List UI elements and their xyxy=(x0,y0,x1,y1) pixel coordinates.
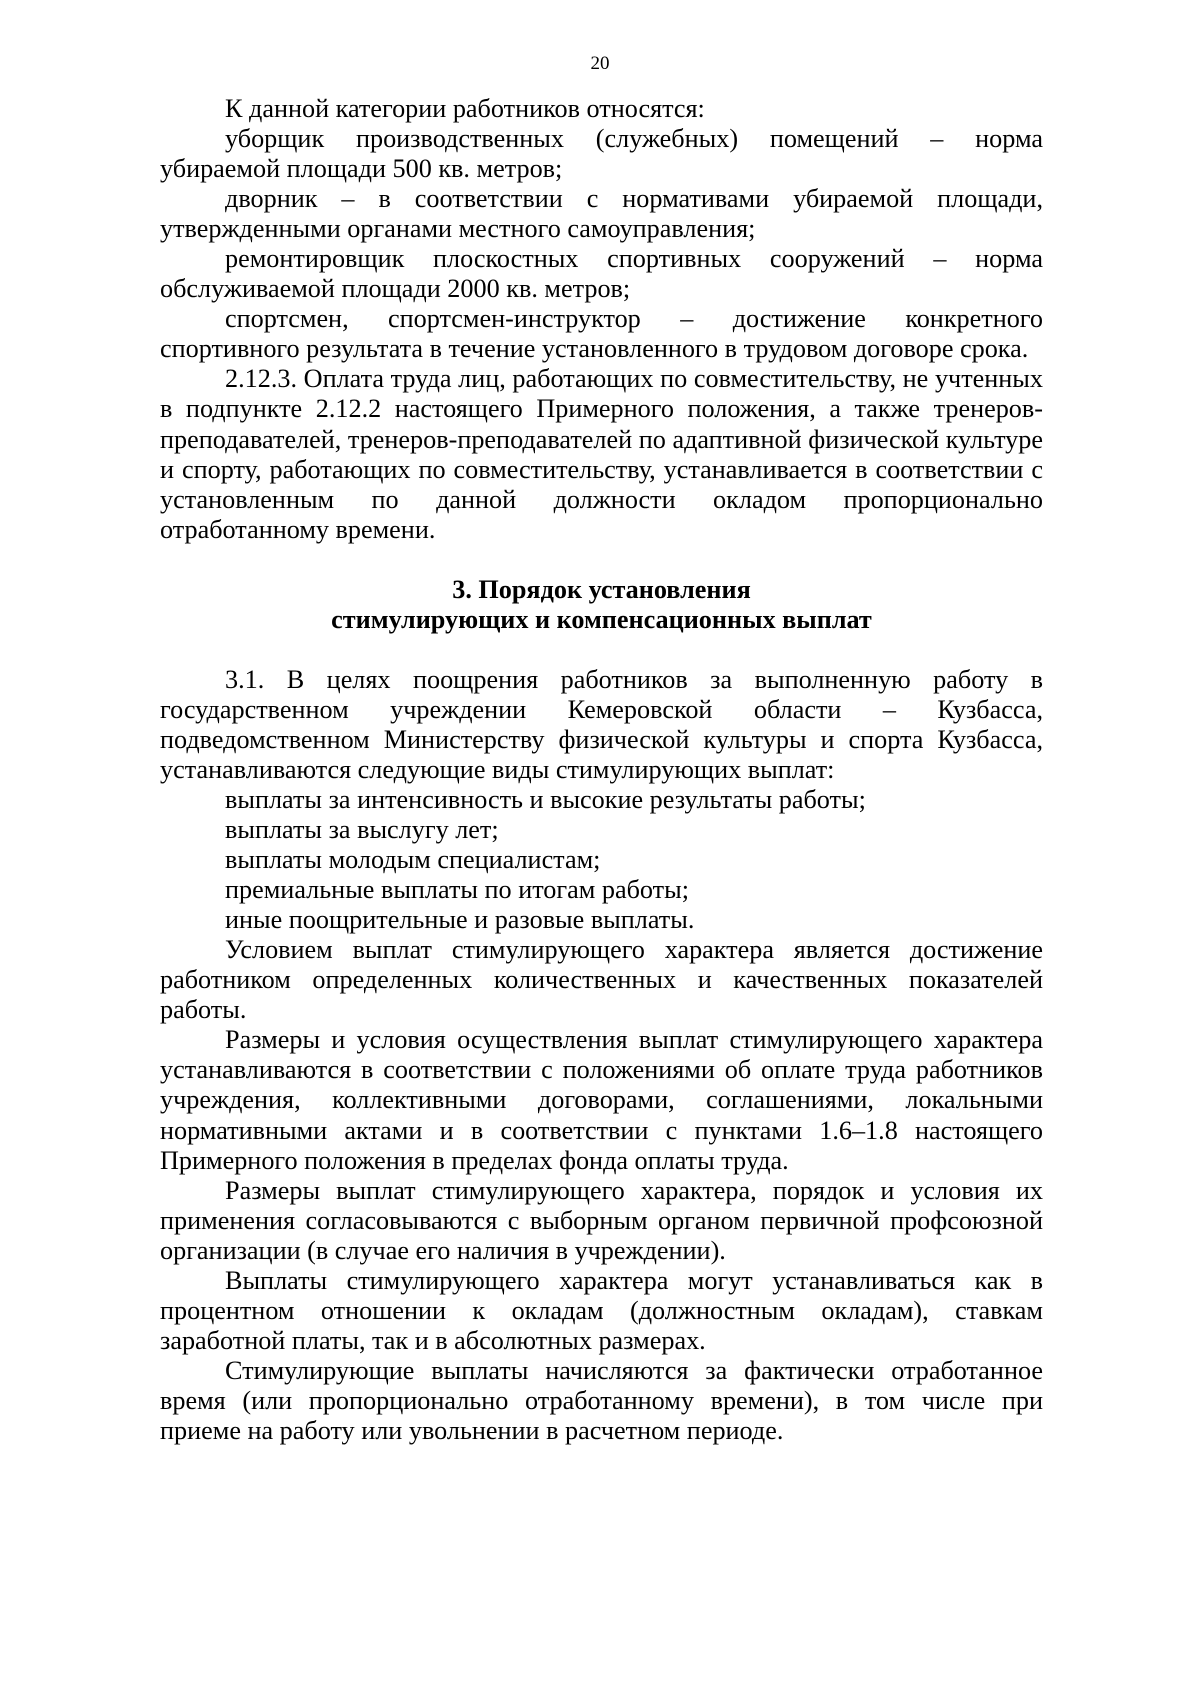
list-item-intensity-payments: выплаты за интенсивность и высокие результаты работы; xyxy=(225,784,866,814)
section-heading-line-1: 3. Порядок установления xyxy=(452,574,751,604)
paragraph-agreement: Размеры выплат стимулирующего характера, порядок и условия их применения согласовываются с выборным органом первичной профсоюзной организации (в случае его наличия в учреждении). xyxy=(160,1175,1043,1265)
list-item-bonus-payments: премиальные выплаты по итогам работы; xyxy=(225,875,689,905)
paragraph-cleaner: уборщик производственных (служебных) помещений – норма убираемой площади 500 кв. метров; xyxy=(160,124,1043,184)
document-body xyxy=(160,94,1043,1446)
paragraph-percentage: Выплаты стимулирующего характера могут устанавливаться как в процентном отношении к окладам (должностным окладам), ставкам заработной платы, так и в абсолютных размерах. xyxy=(160,1265,1043,1355)
paragraph-accrual: Стимулирующие выплаты начисляются за фактически отработанное время (или пропорционально отработанному времени), в том числе при приеме на работу или увольнении в расчетном периоде. xyxy=(160,1355,1043,1445)
paragraph-3-1: 3.1. В целях поощрения работников за выполненную работу в государственном учреждении Кемеровской области – Кузбасса, подведомственном Министерству физической культуры и спорта Кузбасса, устанавливаются следующие виды стимулирующих выплат: xyxy=(160,664,1043,784)
paragraph-2-12-3: 2.12.3. Оплата труда лиц, работающих по совместительству, не учтенных в подпункте 2.12.2 настоящего Примерного положения, а также тренеров-преподавателей, тренеров-преподавателей по адаптивной физической культуре и спорту, работающих по совместительству, устанавливается в соответствии с установленным по данной должности окладом пропорционально отработанному времени. xyxy=(160,364,1043,544)
paragraph-sizes-conditions: Размеры и условия осуществления выплат стимулирующего характера устанавливаются в соответствии с положениями об оплате труда работников учреждения, коллективными договорами, соглашениями, локальными нормативными актами и в соответствии с пунктами 1.6–1.8 настоящего Примерного положения в пределах фонда оплаты труда. xyxy=(160,1025,1043,1175)
list-item-seniority-payments: выплаты за выслугу лет; xyxy=(225,815,499,845)
list-item-young-specialists-payments: выплаты молодым специалистам; xyxy=(225,845,601,875)
section-heading-line-2: стимулирующих и компенсационных выплат xyxy=(331,604,872,634)
paragraph-janitor: дворник – в соответствии с нормативами убираемой площади, утвержденными органами местного самоуправления; xyxy=(160,184,1043,244)
paragraph-category-intro: К данной категории работников относятся: xyxy=(225,94,705,123)
paragraph-athlete: спортсмен, спортсмен-инструктор – достижение конкретного спортивного результата в течение установленного в трудовом договоре срока. xyxy=(160,304,1043,364)
paragraph-condition: Условием выплат стимулирующего характера является достижение работником определенных количественных и качественных показателей работы. xyxy=(160,935,1043,1025)
page-number: 20 xyxy=(590,53,610,74)
list-item-other-payments: иные поощрительные и разовые выплаты. xyxy=(225,905,695,935)
section-heading xyxy=(160,575,1043,635)
paragraph-repairman: ремонтировщик плоскостных спортивных сооружений – норма обслуживаемой площади 2000 кв. метров; xyxy=(160,244,1043,304)
